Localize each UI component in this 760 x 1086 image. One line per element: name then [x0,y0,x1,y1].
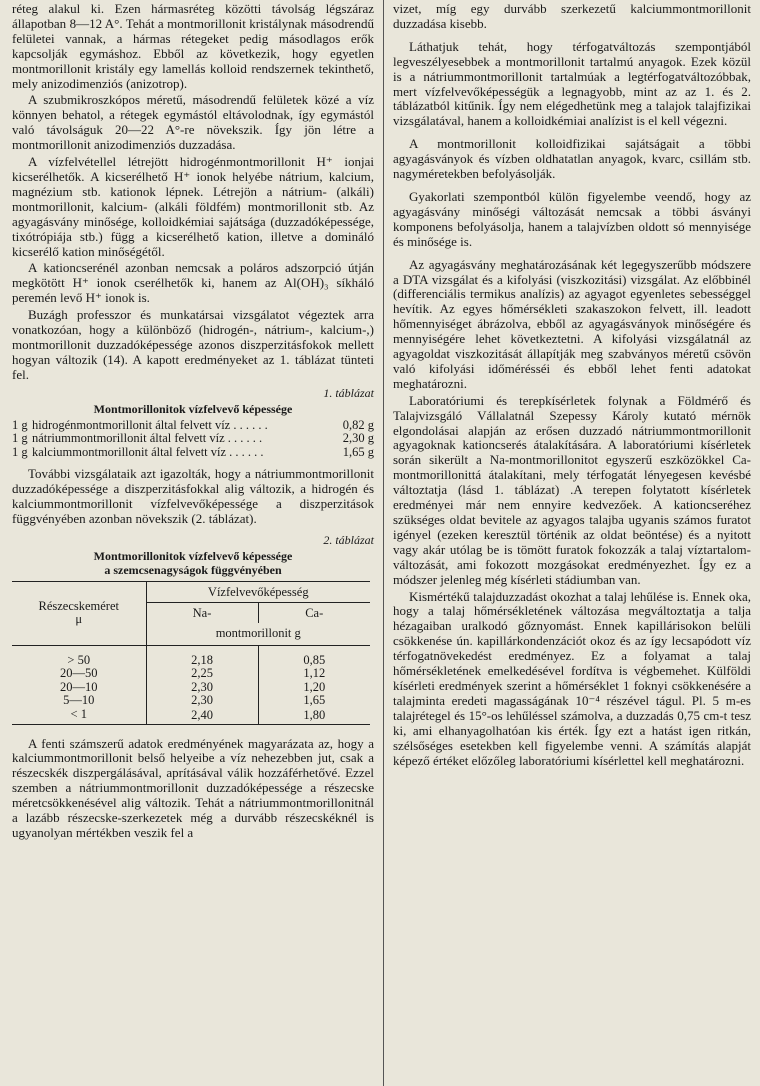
paragraph: Laboratóriumi és terepkísérletek folynak a Földmérő és Talajvizsgáló Vállalatnál Szepessy Károly kutató mérnök elgondolásai alapján az erősen duzzadó nátriummontmorillonit agyagoknak kationcserés átalakítására. A laboratóriumi kísérletek során sikerült a Na-montmorillonitot egyszerű eszközökkel Ca-montmorillonittá átalakítani, mely térfogatát lényegesen kevésbé változtatja (lásd 1. táblázat) .A terepen folytatott kísérletek eredményei már nem ennyire kedvezőek. A kationcseréhez szükséges oldat bevitele az agyagos talajba ugyanis számos furatot igényel (ezeken keresztül történik az oldat beöntése) és a nyitott vagy akár utólag be is tömött furatok fokozzák a talaj víztartalom-változását, ami fokozott mozgásokat eredményezhet. Így ez a módszer jelenleg még kísérleti stádiumban van. [393,392,751,587]
paragraph: A vízfelvétellel létrejött hidrogénmontmorillonit H⁺ ionjai kicserélhetők. A kicserélhető H⁺ ionok helyébe nátrium, kalcium, magnézium stb. kationok lépnek. Létrejön a nátrium- (alkáli) montmorillonit, kalcium- (alkáli földfém) montmorillonit stb. Az agyagásvány minősége, kolloidkémiai sajátsága (duzzadóképessége, tixótrópiája stb.) függ a kicserélhető kation, illetve a domináló kicserélő kation minőségétől. [12,154,374,259]
column-header-na: Na- [146,603,258,623]
paragraph: A szubmikroszkópos méretű, másodrendű felületek közé a víz könnyen behatol, a rétegek egymástól eltávolodnak, így egymástól való távolságuk 20—22 A°-re növekszik. Így jön létre a montmorillonit anizodimenziós duzzadása. [12,92,374,153]
data-table [12,581,370,725]
paragraph: Láthatjuk tehát, hogy térfogatváltozás szempontjából legveszélyesebbek a montmorillonit tartalmú anyagok. Ezek közül is a nátriummontmorillonit tartalmúak a legtérfogatváltozóbbak, mert vízfelvevőképességük a legnagyobb, mint az az 1. és 2. táblázatból kitűnik. Így nem elégedhetünk meg a talajok talajfizikai vizsgálatával, hanem a kolloidkémiai analízist is el kell végezni. [393,38,751,129]
table-row: 1 g hidrogénmontmorillonit által felvett víz . . . . . . 0,82 g [12,417,374,432]
column-header-size: Részecskeméret μ [38,598,119,627]
table-row: > 50 2,18 0,85 [12,654,370,668]
table-label: 1. táblázat [323,385,374,400]
paragraph: Gyakorlati szempontból külön figyelembe veendő, hogy az agyagásvány minőségi változását nemcsak a többi ásványi komponens befolyásolja, hanem a talajvízben oldott só mennyisége és minősége is. [393,188,751,249]
paragraph: További vizsgálataik azt igazolták, hogy a nátriummontmorillonit duzzadóképessége a diszperzitásfokkal alig változik, a hidrogén és kalciummontmorillonit vízfelvevőképessége a diszperzitások függvényében azonban növekszik (2. táblázat). [12,466,374,526]
table-1 [12,386,374,460]
table-2 [12,533,374,725]
column-header-unit: montmorillonit g [146,623,370,645]
paragraph: A montmorillonit kolloidfizikai sajátságait a többi agyagásványok és vízben oldhatatlan anyagok, kvarc, csillám stb. nagyméretekben befolyásolják. [393,136,751,182]
column-header-ca: Ca- [258,603,370,623]
paragraph: Az agyagásvány meghatározásának két legegyszerűbb módszere a DTA vizsgálat és a kifolyási (viszkozitási) vizsgálat. Az előbbinél (differenciális termikus analízis) az agyagot egyenletes sebességgel hevítik. Az egyes hőmérsékleti szakaszokon felvett, ill. leadott hőmennyiséget ábrázolva, ebből az agyagásványok minőségére és mennyiségére lehet következtetni. A kifolyási vizsgálatnál az agyagoldat viszkozitását állapítják meg szabványos méretű csövön való kifolyási időmérésséi és ebből lehet fenti adatokat meghatározni. [393,256,751,391]
paragraph: Kismértékű talajduzzadást okozhat a talaj lehűlése is. Ennek oka, hogy a talaj hőmérsékletének változása megváltoztatja a talja hézagaiban uralkodó gőznyomást. Ennek kapillárisokon belüli csökkenése ún. kapillárkondenzációt okoz és az így lecsapódott víz térfogatnövekedést eredményez. Ez a folyamat a talaj hőmérsékletének emelkedésével fordítva is végbemehet. Külföldi kísérleti eredmények szerint a hőmérséklet 1 foknyi csökkenésére a talajminta eredeti magasságának 10⁻⁴ részével tágul. Pl. 5 m-es talajrétegel és 15°-os lehűléssel számolva, a duzzadás 0,75 cm-t tesz ki, ami elhanyagolhatóan kis érték. Így ezt a hatást igen ritkán, szélsőséges esetekben kell figyelembe venni. A számítás alapját képező értéket előzőleg laboratóriumi kísérlettel kell meghatározni. [393,588,751,768]
table-title: Montmorillonitok vízfelvevő képessége [93,401,293,416]
paragraph: Buzágh professzor és munkatársai vizsgálatot végeztek arra vonatkozóan, hogy a különböző (hidrogén-, nátrium-, kalcium-,) montmorillonit duzzadóképessége azonos diszperzitásfokok mellett hogyan változik (14). A kapott eredményeket az 1. táblázat tünteti fel. [12,307,374,382]
left-column [12,2,374,841]
right-column [393,2,751,768]
paragraph: vizet, míg egy durvább szerkezetű kalciummontmorillonit duzzadása kisebb. [393,1,751,31]
table-row: 1 g kalciummontmorillonit által felvett víz . . . . . . 1,65 g [12,444,374,459]
paragraph: A kationcserénél azonban nemcsak a poláros adszorpció útján megkötött H⁺ ionok cserélhetők ki, hanem az Al(OH)₃ síkháló peremén levő H⁺ ionok is. [12,260,374,306]
paragraph: A fenti számszerű adatok eredményének magyarázata az, hogy a kalciummontmorillonit belső helyeibe a víz nehezebben jut, csak a részecskék diszpergálásával, aprításával válik hozzáférhetővé. Ezzel szemben a nátriummontmorillonit duzzadóképessége a részecske méretcsökkenésével alig változik. Tehát a nátriummontmorillonitnál a lazább részecske-szerkezetek még a durvább részecskéknél is ugyanolyan mértékben veszik fel a [12,735,374,840]
table-row: 1 g nátriummontmorillonit által felvett víz . . . . . . 2,30 g [12,431,374,446]
table-label: 2. táblázat [323,532,374,547]
table-title: Montmorillonitok vízfelvevő képessége a szemcsenagyságok függvényében [93,548,293,577]
table-row: 20—50 2,25 1,12 [12,667,370,681]
column-header-capacity: Vízfelvevőképesség [146,581,370,603]
table-row: < 1 2,40 1,80 [12,708,370,724]
column-divider [383,0,384,1086]
paragraph: réteg alakul ki. Ezen hármasréteg közötti távolság légszáraz állapotban 8—12 A°. Tehát a montmorillonit kristálynak másodrendű felületei vannak, a hármas rétegeket pedig másodlagos erők kapcsolják egymáshoz. Ebből az következik, hogy egyetlen montmorillonit kristály egy lamellás kolloid rendszernek tekinthető, mely anizodimenziós (anizotrop). [12,1,374,91]
table-row: 5—10 2,30 1,65 [12,694,370,708]
table-row: 20—10 2,30 1,20 [12,681,370,695]
